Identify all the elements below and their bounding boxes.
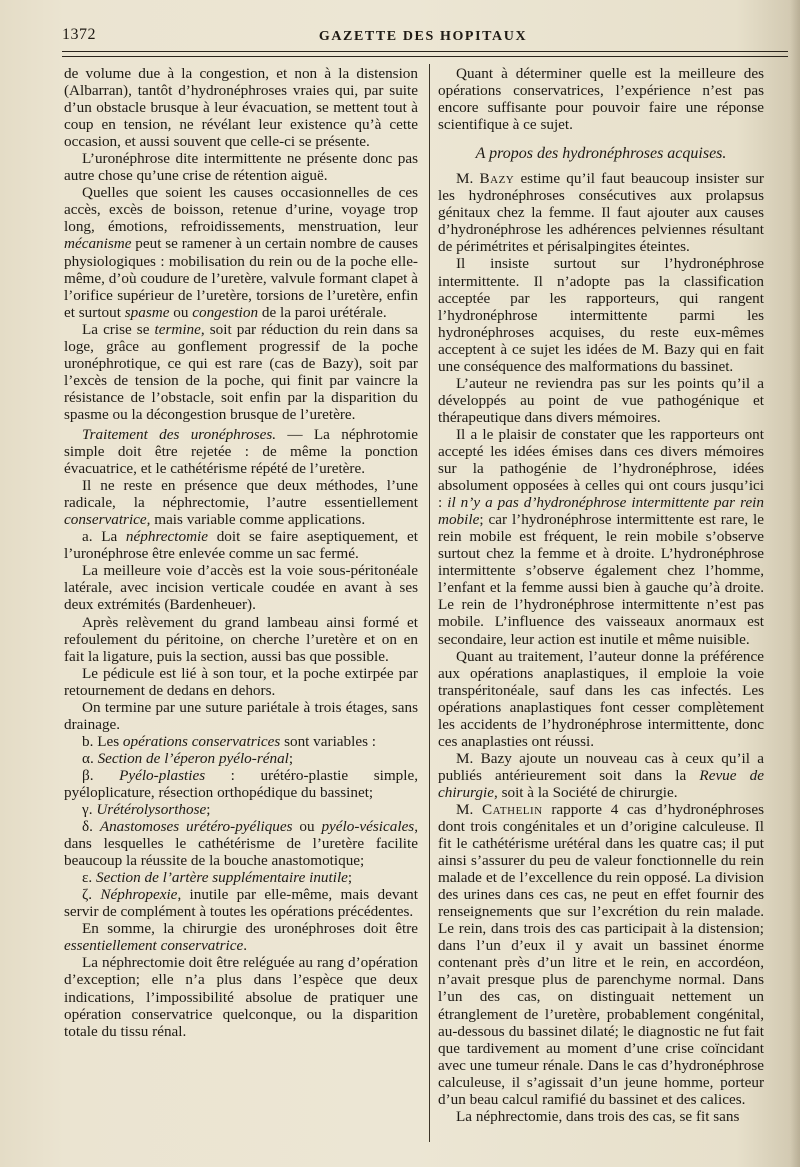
paragraph: Le pédicule est lié à son tour, et la poche extirpée par retournement de dedans en dehors.	[64, 664, 418, 699]
list-item: γ. Urétérolysorthose;	[82, 801, 211, 819]
header-rule-thin	[62, 56, 788, 57]
paragraph: On termine par une suture pariétale à trois étages, sans drainage.	[64, 698, 418, 733]
right-column	[438, 65, 764, 1125]
header-rule	[62, 51, 788, 52]
page-header	[62, 26, 784, 48]
journal-title: GAZETTE DES HOPITAUX	[318, 29, 528, 44]
section-title: Traitement des uronéphroses.	[82, 425, 277, 443]
section-heading: A propos des hydronéphroses acquises.	[475, 145, 727, 163]
list-item: β. Pyélo-plasties : urétéro-plastie simple, pyéloplicature, résection orthopédique du bassinet;	[64, 766, 418, 801]
page-fold-shadow	[790, 0, 800, 1167]
paragraph: Quant au traitement, l’auteur donne la préférence aux opérations anaplastiques, il emploie la voie transpéritonéale, sauf dans les cas infectés. Les opérations anaplastiques font cesser complètement les accidents de l’hydronéphrose intermittente, donc ces anaplasties ont réussi.	[438, 647, 764, 750]
author-name: Cathelin	[482, 800, 543, 818]
paragraph: La meilleure voie d’accès est la voie sous-péritonéale latérale, avec incision verticale coudée en avant à ses deux extrémités (Bardenheuer).	[64, 562, 418, 614]
paragraph: M. Bazy estime qu’il faut beaucoup insister sur les hydronéphroses consécutives aux prolapsus génitaux chez la femme. Il faut ajouter aux causes d’hydronéphrose les adhérences pelviennes résultant de périmétrites et périsalpingites éteintes.	[438, 170, 764, 256]
left-column	[64, 65, 418, 1040]
paragraph: M. Bazy ajoute un nouveau cas à ceux qu’il a publiés antérieurement soit dans la Revue de chirurgie, soit à la Société de chirurgie.	[438, 749, 764, 801]
paragraph: L’auteur ne reviendra pas sur les points qu’il a développés au point de vue pathogénique et thérapeutique dans divers mémoires.	[438, 374, 764, 426]
paragraph: Il a le plaisir de constater que les rapporteurs ont accepté les idées émises dans ces divers mémoires sur la pathogénie de l’hydronéphrose, idées absolument opposées à celles qui ont cours jusqu’ici : il n’y a pas d’hydronéphrose intermittente par rein mobile; car l’hydronéphrose intermittente est rare, le rein mobile est fréquent, le rein mobile s’observe surtout chez la femme et à droite. L’hydronéphrose intermittente s’observe également chez l’homme, l’enfant et la femme aussi bien à gauche qu’à droite. Le rein de l’hydronéphrose intermittente n’est pas mobile. L’influence des vaisseaux anormaux est secondaire, leur action est inutile et même nuisible.	[438, 425, 764, 648]
list-item: α. Section de l’éperon pyélo-rénal;	[82, 749, 294, 767]
paragraph: a. La néphrectomie doit se faire aseptiquement, et l’uronéphrose être enlevée comme un sac fermé.	[64, 528, 418, 563]
paragraph: Il ne reste en présence que deux méthodes, l’une radicale, la néphrectomie, l’autre essentiellement conservatrice, mais variable comme applications.	[64, 477, 418, 529]
column-divider	[429, 64, 430, 1142]
paragraph: b. Les opérations conservatrices sont variables :	[82, 732, 377, 750]
page-number: 1372	[62, 26, 96, 43]
paragraph: Il insiste surtout sur l’hydronéphrose intermittente. Il n’adopte pas la classification acceptée par les rapporteurs, qui rangent l’hydronéphrose intermittente parmi les hydronéphroses acquises, du reste eux-mêmes acceptent à ce sujet les idées de M. Bazy qui en fait une conséquence des malformations du bassinet.	[438, 255, 764, 375]
list-item: ε. Section de l’artère supplémentaire inutile;	[82, 869, 353, 887]
section-paragraph: Traitement des uronéphroses. — La néphrotomie simple doit être rejetée : de même la ponction évacuatrice, et le cathétérisme répété de l’uretère.	[64, 425, 418, 478]
paragraph: En somme, la chirurgie des uronéphroses doit être essentiellement conservatrice.	[64, 920, 418, 955]
list-item: δ. Anastomoses urétéro-pyéliques ou pyélo-vésicales, dans lesquelles le cathétérisme de l’uretère facilite beaucoup la réussite de la bouche anastomotique;	[64, 818, 419, 870]
paragraph: Quant à déterminer quelle est la meilleure des opérations conservatrices, l’expérience n’est pas encore suffisante pour pouvoir faire une réponse scientifique à ce sujet.	[438, 65, 764, 134]
paragraph: La crise se termine, soit par réduction du rein dans sa loge, grâce au gonflement progressif de la poche uronéphrotique, ce qui est rare (cas de Bazy), soit par l’excès de tension de la poche, qui finit par vaincre la résistance de l’obstacle, soit enfin par la disparition du spasme ou la décongestion brusque de l’uretère.	[64, 320, 418, 423]
paragraph: Quelles que soient les causes occasionnelles de ces accès, excès de boisson, retenue d’urine, voyage trop long, émotions, refroidissements, menstruation, leur mécanisme peut se ramener à un certain nombre de causes physiologiques : mobilisation du rein ou de la poche elle-même, d’où coudure de l’uretère, valvule formant clapet à l’orifice supérieur de l’uretère, torsions de l’uretère, enfin et surtout spasme ou congestion de la paroi urétérale.	[64, 184, 418, 321]
paragraph: La néphrectomie, dans trois des cas, se fit sans	[456, 1107, 740, 1125]
paragraph: L’uronéphrose dite intermittente ne présente donc pas autre chose qu’une crise de rétention aiguë.	[64, 150, 418, 185]
paragraph: La néphrectomie doit être reléguée au rang d’opération d’exception; elle n’a plus dans l’espèce que deux indications, l’impossibilité absolue de pratiquer une opération conservatrice quelconque, ou la disparition totale du tissu rénal.	[64, 954, 418, 1040]
paragraph: de volume due à la congestion, et non à la distension (Albarran), tantôt d’hydronéphroses vraies qui, par suite d’un obstacle brusque à leur évacuation, se mettent tout à coup en tension, ne révélant leur existence qu’à cette occasion, et aussi souvent que celle-ci se présente.	[64, 65, 418, 151]
paragraph: Après relèvement du grand lambeau ainsi formé et refoulement du péritoine, on cherche l’uretère et on en fait la ligature, puis la section, aussi bas que possible.	[64, 613, 418, 665]
paragraph: M. Cathelin rapporte 4 cas d’hydronéphroses dont trois congénitales et un d’origine calculeuse. Il fit le cathétérisme urétéral dans les quatre cas; il put ainsi s’assurer du peu de valeur fonctionnelle du rein malade et de l’excellence du rein opposé. La division des urines dans ces cas, ne peut en effet fournir des renseignements que sur l’excrétion du rein malade. Le rein, dans trois des cas participait à la distension; dans l’un d’eux il y avait un bassinet énorme contenant près d’un litre et le rein, en accordéon, n’avait presque plus de parenchyme normal. Dans l’un des cas, on distinguait nettement un étranglement de l’uretère, probablement congénital, au-dessous du bassinet dilaté; le diagnostic ne fut fait que tardivement au moment d’une crise coïncidant avec une tumeur rénale. Dans le cas d’hydronéphrose calculeuse, il s’agissait d’un jeune homme, porteur d’un beau calcul ramifié du bassinet et des calices.	[438, 800, 764, 1108]
list-item: ζ. Néphropexie, inutile par elle-même, mais devant servir de complément à toutes les opérations précédentes.	[64, 886, 418, 921]
author-name: Bazy	[479, 170, 515, 188]
